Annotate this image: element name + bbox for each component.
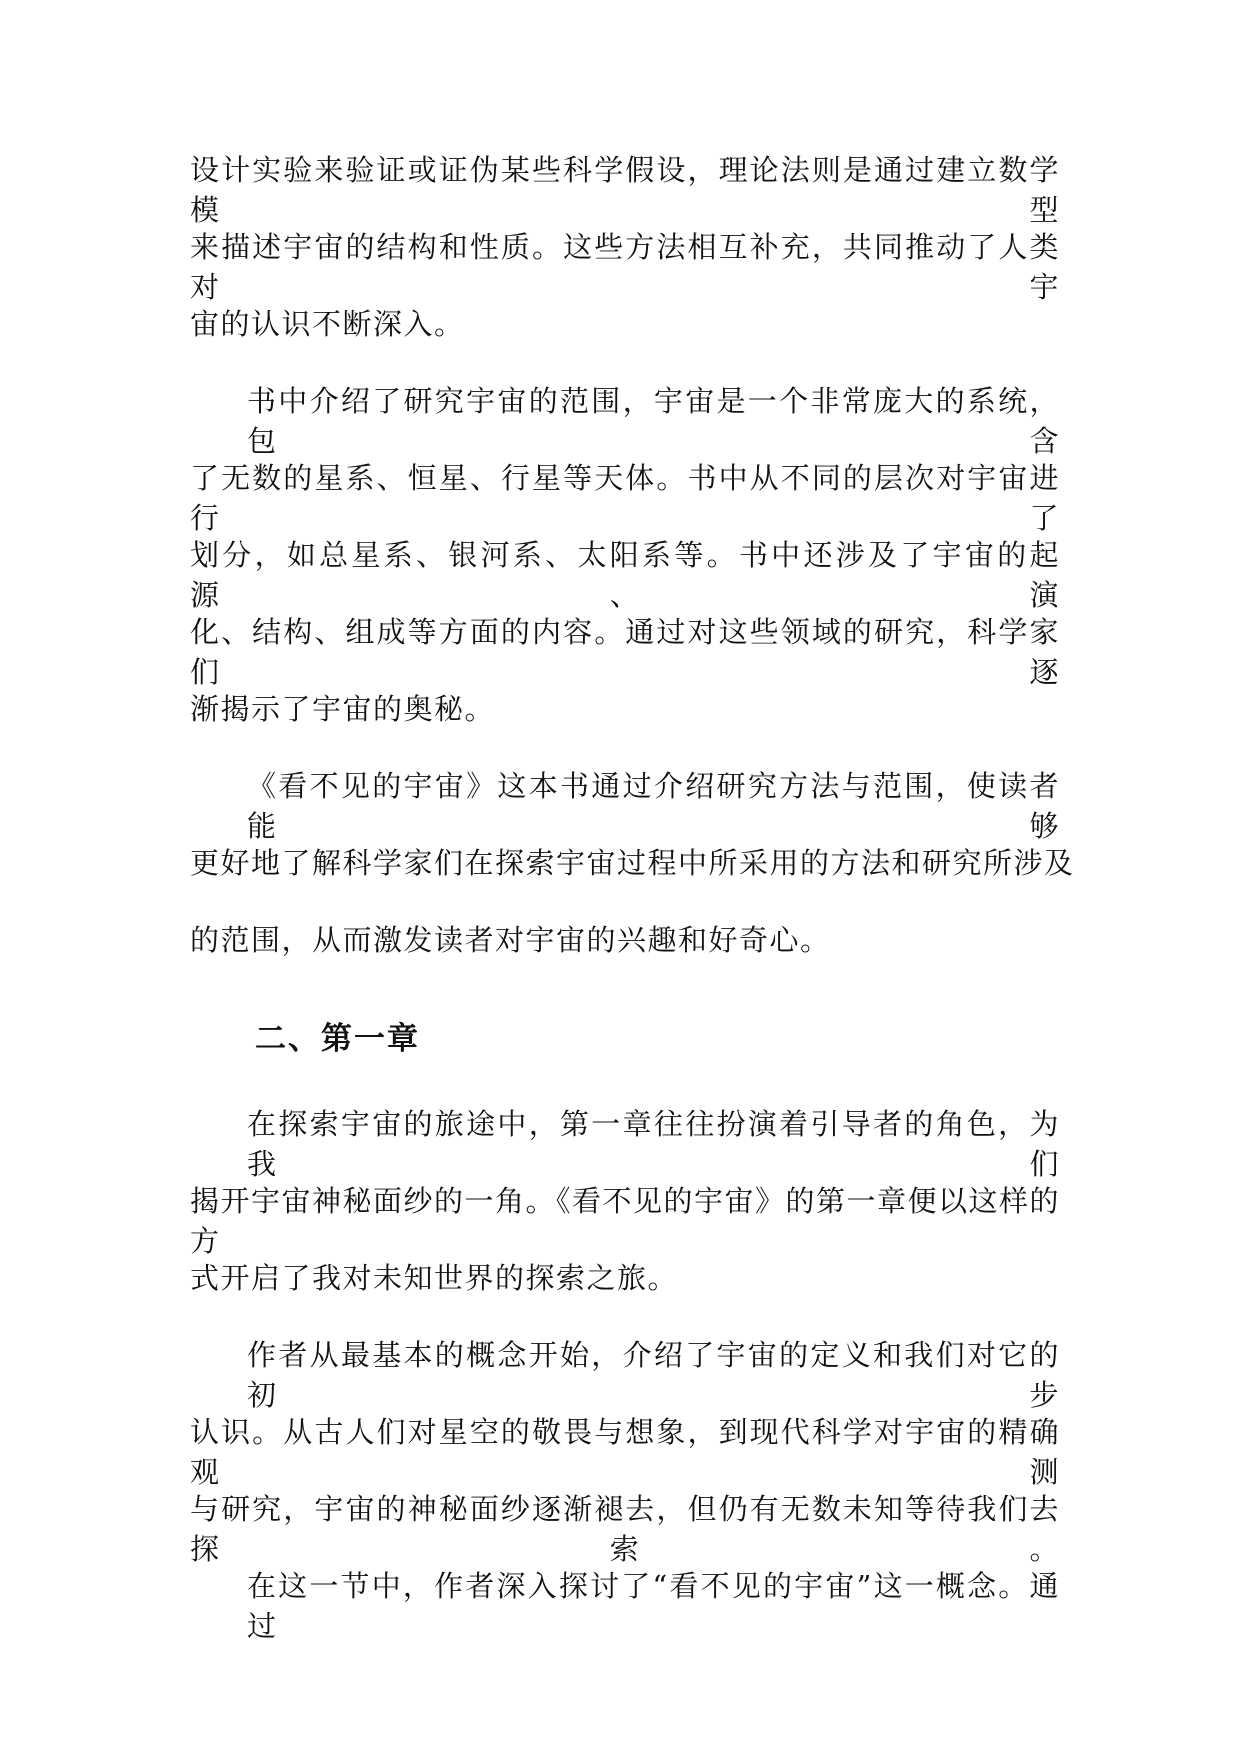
- paragraph-2-line-4: 化、结构、组成等方面的内容。通过对这些领域的研究，科学家们逐: [190, 615, 1060, 689]
- paragraph-2-line-1: 书中介绍了研究宇宙的范围，宇宙是一个非常庞大的系统，包含: [247, 384, 1060, 458]
- paragraph-2-line-3: 划分，如总星系、银河系、太阳系等。书中还涉及了宇宙的起源、演: [190, 538, 1060, 612]
- paragraph-1-line-3: 宙的认识不断深入。: [190, 307, 465, 341]
- paragraph-5-line-2: 认识。从古人们对星空的敬畏与想象，到现代科学对宇宙的精确观测: [190, 1415, 1060, 1489]
- paragraph-2-line-5: 渐揭示了宇宙的奥秘。: [190, 692, 496, 726]
- paragraph-1-line-2: 来描述宇宙的结构和性质。这些方法相互补充，共同推动了人类对宇: [190, 230, 1060, 304]
- paragraph-5-line-1: 作者从最基本的概念开始，介绍了宇宙的定义和我们对它的初步: [247, 1338, 1060, 1412]
- paragraph-4-line-1: 在探索宇宙的旅途中，第一章往往扮演着引导者的角色，为我们: [247, 1107, 1060, 1181]
- paragraph-3-line-1: 《看不见的宇宙》这本书通过介绍研究方法与范围，使读者能够: [247, 769, 1060, 843]
- paragraph-6-line-1: 在这一节中，作者深入探讨了“看不见的宇宙”这一概念。通过: [247, 1569, 1060, 1643]
- paragraph-4-line-3: 式开启了我对未知世界的探索之旅。: [190, 1261, 679, 1295]
- paragraph-4-line-2: 揭开宇宙神秘面纱的一角。《看不见的宇宙》的第一章便以这样的方: [190, 1184, 1061, 1258]
- paragraph-1-line-1: 设计实验来验证或证伪某些科学假设，理论法则是通过建立数学模型: [190, 153, 1060, 227]
- paragraph-2-line-2: 了无数的星系、恒星、行星等天体。书中从不同的层次对宇宙进行了: [190, 461, 1060, 535]
- paragraph-3-line-2: 更好地了解科学家们在探索宇宙过程中所采用的方法和研究所涉及: [190, 846, 1075, 880]
- section-heading: 二、第一章: [255, 1021, 420, 1057]
- paragraph-5-line-3: 与研究，宇宙的神秘面纱逐渐褪去，但仍有无数未知等待我们去探索。: [190, 1492, 1060, 1566]
- paragraph-3-line-3: 的范围，从而激发读者对宇宙的兴趣和好奇心。: [190, 923, 831, 957]
